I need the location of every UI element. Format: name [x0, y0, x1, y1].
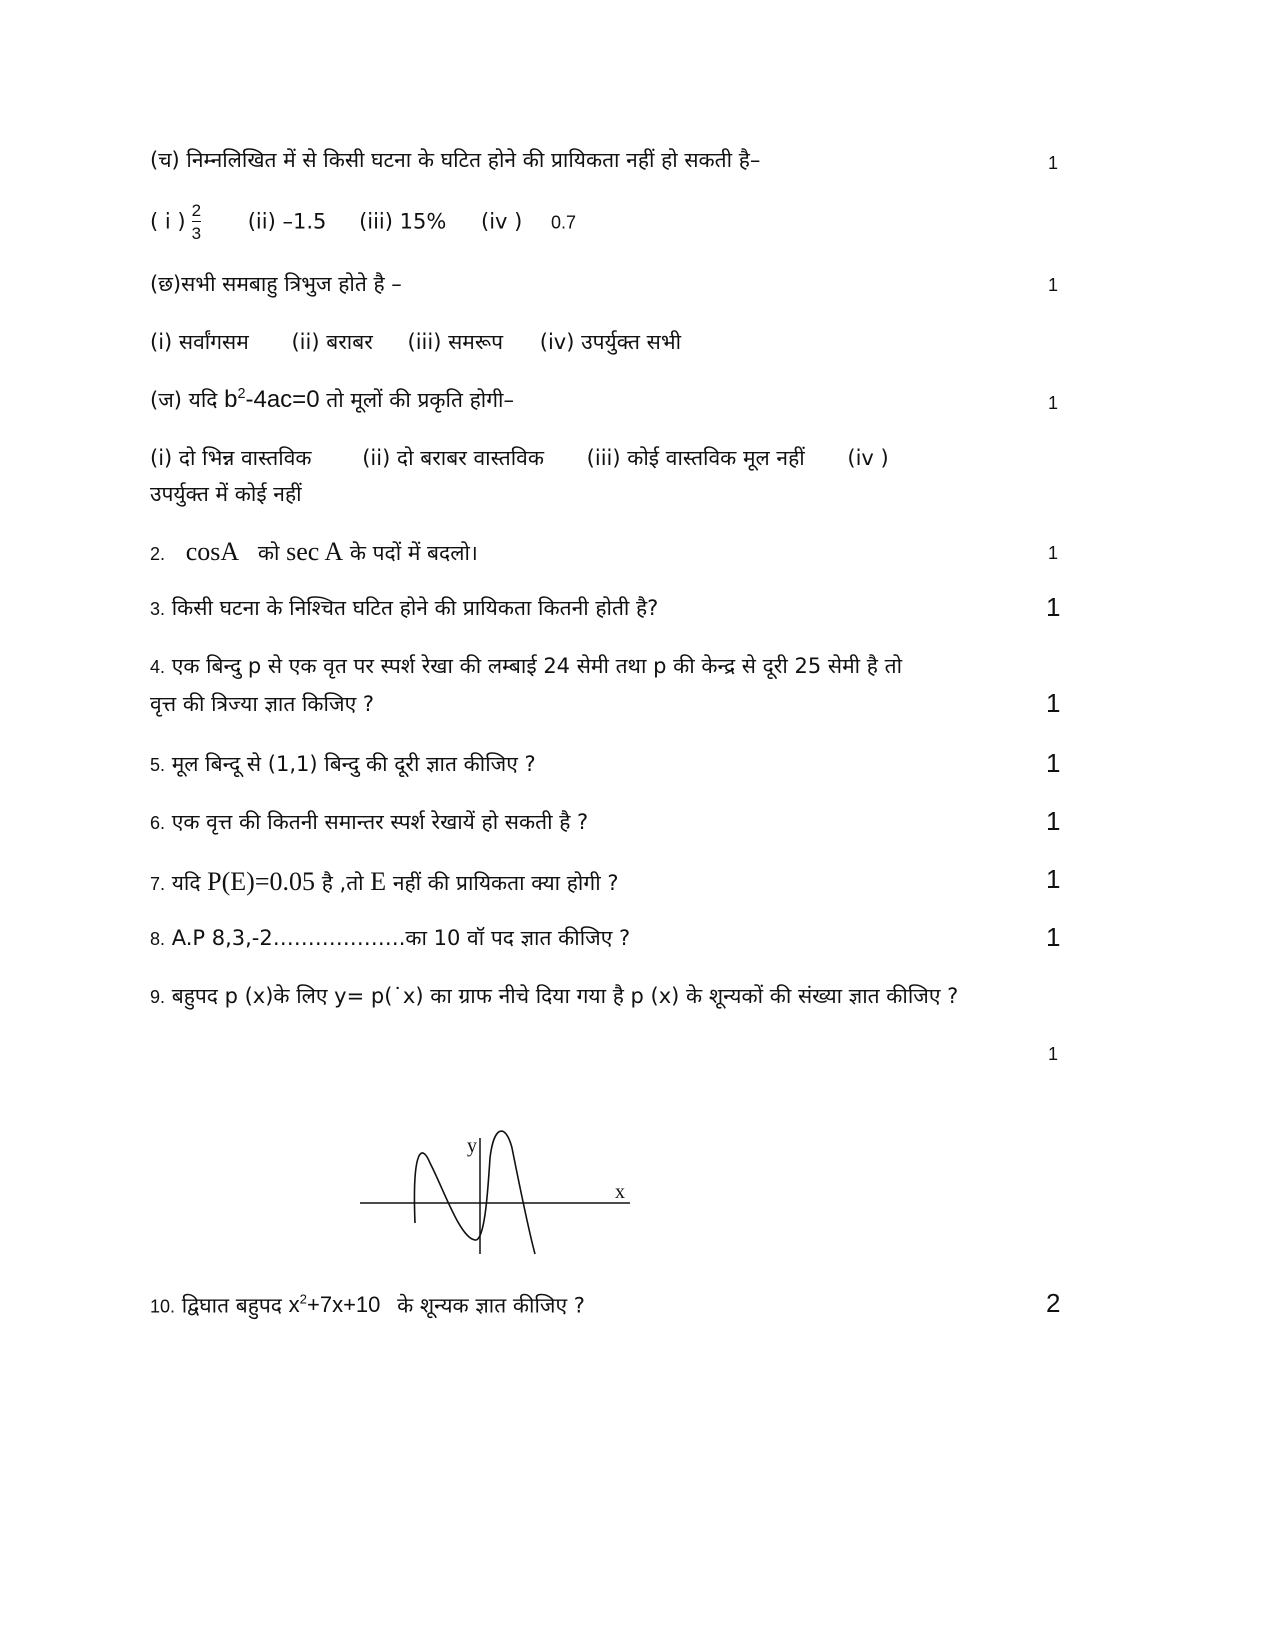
question-number: 2.	[150, 544, 166, 564]
question-2-text-1: को	[257, 541, 280, 565]
question-2-marks: 1	[1048, 543, 1059, 563]
question-number: 5.	[150, 755, 166, 775]
question-8	[150, 926, 630, 951]
question-f-options	[150, 200, 576, 245]
question-h-option-4-text: उपर्युक्त में कोई नहीं	[150, 482, 302, 506]
question-g-marks: 1	[1048, 275, 1059, 295]
event-e: E	[370, 867, 387, 896]
polynomial-graph	[360, 1128, 660, 1258]
question-4-line-2: वृत्त की त्रिज्या ज्ञात किजिए ?	[150, 692, 375, 716]
question-number: 7.	[150, 874, 166, 894]
option-2: (ii) –1.5	[247, 209, 327, 234]
question-8-text: A.P 8,3,-2……………….का 10 वॉ पद ज्ञात कीजिए ?	[171, 926, 631, 950]
question-3-marks: 1	[1046, 592, 1061, 622]
question-number: 10.	[150, 1296, 176, 1317]
question-10-text-2: के शून्यक ज्ञात कीजिए ?	[397, 1293, 585, 1318]
option-4-label: (iv )	[847, 446, 889, 470]
option-1: (i) दो भिन्न वास्तविक	[150, 446, 312, 470]
question-7-text-2: है ,तो	[321, 871, 364, 895]
cos-expression: cosA	[185, 537, 240, 566]
graph-y-label: y	[467, 1135, 477, 1157]
option-4-value: 0.7	[551, 212, 577, 233]
option-2: (ii) बराबर	[291, 330, 373, 354]
question-2	[150, 536, 478, 567]
question-6-text: एक वृत्त की कितनी समान्तर स्पर्श रेखायें हो सकती है ?	[171, 810, 589, 834]
option-4: (iv) उपर्युक्त सभी	[539, 330, 682, 354]
option-2: (ii) दो बराबर वास्तविक	[362, 446, 544, 470]
option-3: (iii) समरूप	[407, 330, 504, 354]
question-h-text	[150, 386, 514, 415]
graph-x-label: x	[615, 1181, 625, 1203]
question-4-marks: 1	[1046, 688, 1061, 718]
question-3-text: किसी घटना के निश्चित घटित होने की प्रायिकता कितनी होती है?	[171, 596, 659, 620]
question-4-text: एक बिन्दु p से एक वृत पर स्पर्श रेखा की लम्बाई 24 सेमी तथा p की केन्द्र से दूरी 25 सेमी है तो	[171, 654, 903, 678]
question-4-line-1	[150, 654, 902, 679]
option-3: (iii) कोई वास्तविक मूल नहीं	[586, 446, 805, 470]
fraction-denominator: 3	[192, 221, 201, 244]
option-3: (iii) 15%	[359, 209, 447, 234]
question-9-text: बहुपद p (x)के लिए y= p(˙x) का ग्राफ नीचे दिया गया है p (x) के शून्यकों की संख्या ज्ञात कीजिए ?	[171, 984, 959, 1008]
question-10	[150, 1292, 585, 1319]
question-6	[150, 810, 588, 835]
question-f-text: (च) निम्नलिखित में से किसी घटना के घटित होने की प्रायिकता नहीं हो सकती है–	[150, 148, 761, 172]
question-g-options	[150, 330, 681, 355]
question-f-marks: 1	[1048, 153, 1059, 173]
option-1-fraction	[192, 200, 201, 245]
question-h-text-post: तो मूलों की प्रकृति होगी–	[326, 388, 514, 412]
question-h-text-pre: (ज) यदि	[150, 388, 218, 412]
question-number: 8.	[150, 929, 166, 949]
question-9-marks: 1	[1048, 1044, 1059, 1064]
question-2-text-2: के पदों में बदलो।	[349, 541, 478, 565]
question-7	[150, 866, 618, 897]
option-1-label: ( i )	[150, 209, 186, 234]
question-number: 4.	[150, 657, 166, 677]
question-number: 3.	[150, 599, 166, 619]
question-6-marks: 1	[1046, 806, 1061, 836]
question-number: 9.	[150, 987, 166, 1007]
question-8-marks: 1	[1046, 922, 1061, 952]
question-10-text-1: द्विघात बहुपद	[181, 1293, 282, 1318]
sec-expression: sec A	[286, 537, 344, 566]
question-7-marks: 1	[1046, 864, 1061, 894]
question-5-marks: 1	[1046, 748, 1061, 778]
option-1: (i) सर्वांगसम	[150, 330, 249, 354]
fraction-numerator: 2	[191, 201, 202, 220]
question-5-text: मूल बिन्दू से (1,1) बिन्दु की दूरी ज्ञात कीजिए ?	[171, 752, 536, 776]
question-5	[150, 752, 536, 777]
quadratic-expression: $x^2+7x+10$	[288, 1292, 381, 1318]
option-4-label: (iv )	[481, 209, 523, 234]
question-10-marks: 2	[1046, 1288, 1061, 1318]
probability-expression: P(E)=0.05	[207, 867, 315, 896]
question-h-options	[150, 446, 889, 471]
question-7-text-1: यदि	[171, 871, 201, 895]
question-9	[150, 984, 958, 1009]
question-3	[150, 596, 658, 621]
question-7-text-3: नहीं की प्रायिकता क्या होगी ?	[392, 871, 619, 895]
question-g-text: (छ)सभी समबाहु त्रिभुज होते है –	[150, 272, 402, 296]
discriminant-expression: $b^2-4ac=0$	[224, 386, 320, 413]
question-number: 6.	[150, 813, 166, 833]
question-h-marks: 1	[1048, 393, 1059, 413]
